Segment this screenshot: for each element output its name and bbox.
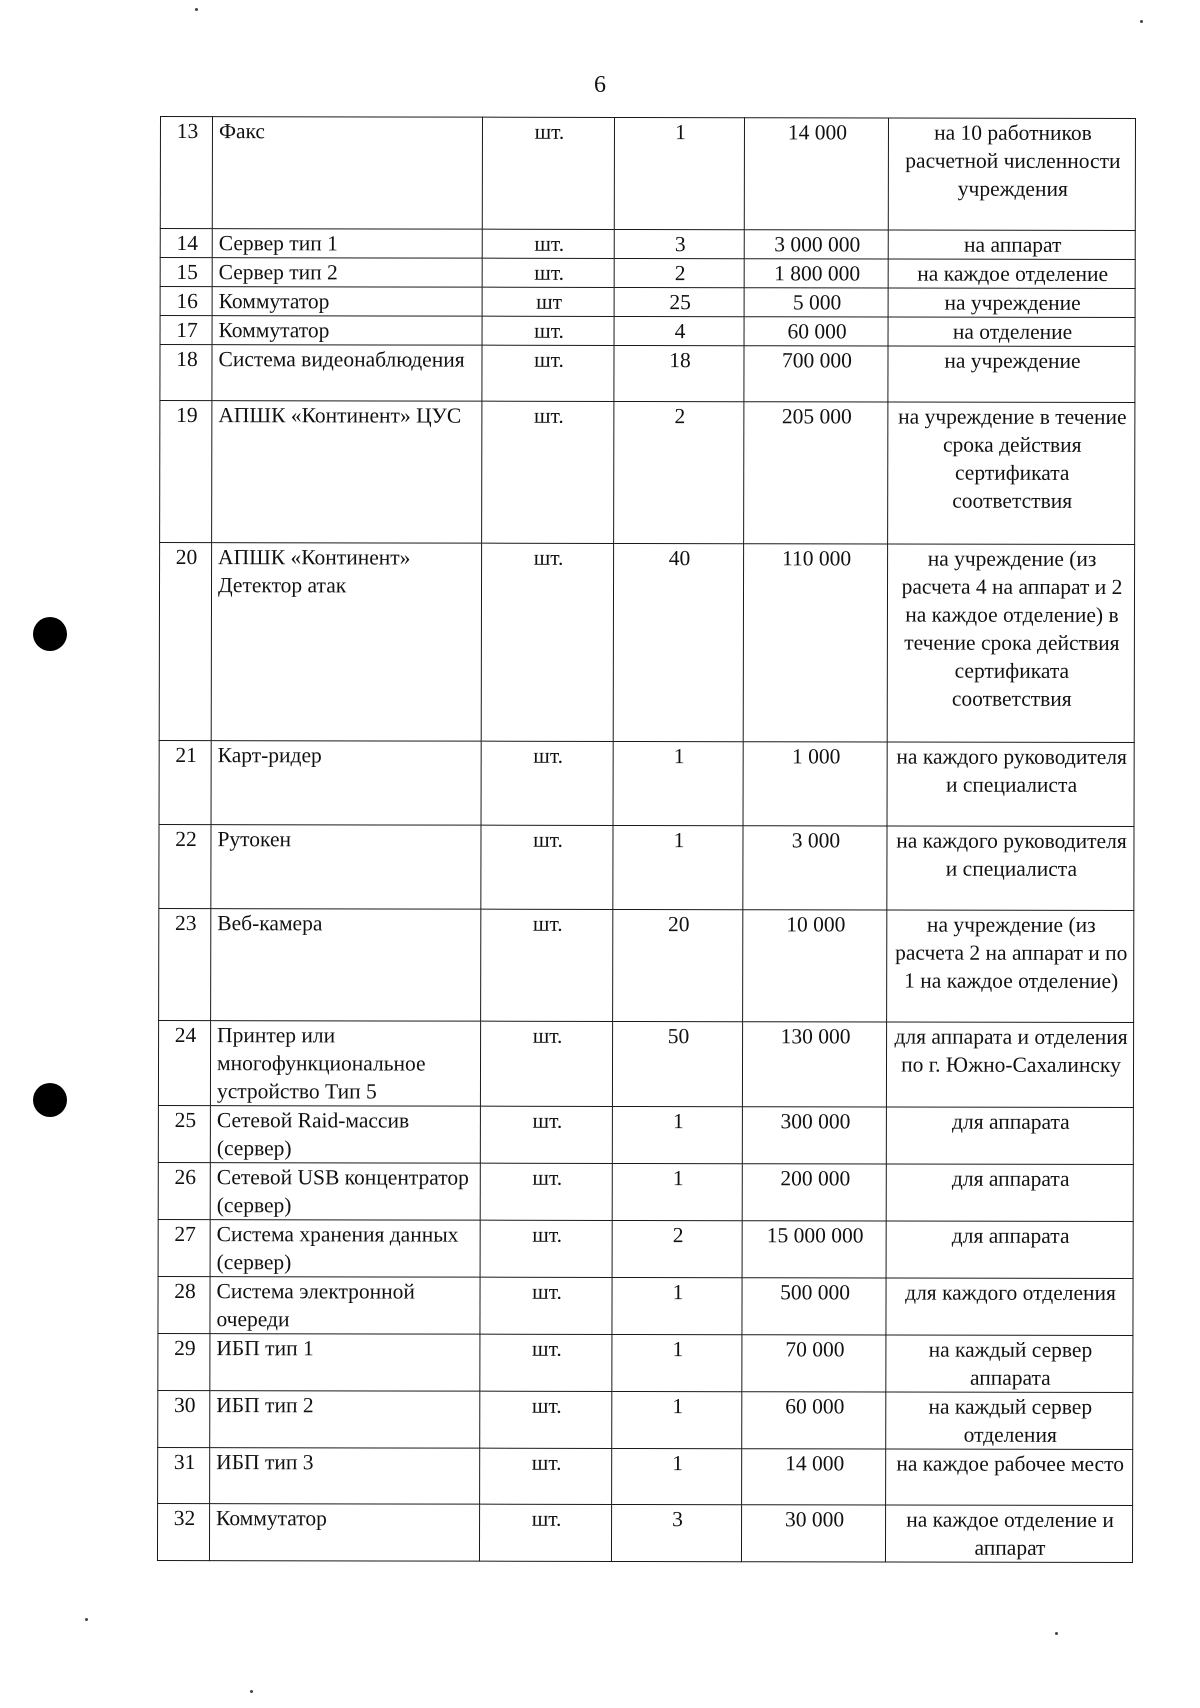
price-cell: 200 000 [742, 1164, 886, 1221]
note-cell: для аппарата [886, 1107, 1133, 1165]
row-number-cell: 26 [158, 1162, 210, 1219]
item-name-cell: Коммутатор [212, 316, 482, 346]
table-row [160, 401, 1135, 545]
item-name-cell: Сервер тип 2 [212, 258, 482, 288]
row-number-cell: 18 [160, 345, 212, 401]
table-row [160, 345, 1135, 403]
unit-cell: шт. [480, 1163, 612, 1220]
row-number-cell: 22 [159, 824, 211, 908]
quantity-cell: 1 [612, 1448, 742, 1504]
quantity-cell: 1 [612, 1163, 742, 1220]
item-name-cell: Сетевой USB концентратор (сервер) [210, 1163, 480, 1221]
table-row [158, 1333, 1133, 1392]
unit-cell: шт. [481, 543, 613, 741]
row-number-cell: 30 [158, 1390, 210, 1447]
row-number-cell: 24 [158, 1020, 210, 1105]
row-number-cell: 15 [160, 258, 212, 287]
scan-speck [1055, 1632, 1058, 1635]
item-name-cell: Коммутатор [212, 287, 482, 317]
quantity-cell: 1 [613, 825, 743, 909]
note-cell: для каждого отделения [886, 1278, 1133, 1336]
unit-cell: шт. [482, 316, 614, 345]
quantity-cell: 2 [614, 401, 744, 543]
item-name-cell: Принтер или многофункциональное устройство Тип 5 [210, 1021, 480, 1107]
item-name-cell: Карт-ридер [211, 741, 481, 826]
price-cell: 10 000 [743, 910, 887, 1022]
table-row [158, 1390, 1133, 1449]
quantity-cell: 40 [613, 543, 743, 741]
item-name-cell: Система хранения данных (сервер) [210, 1220, 480, 1278]
quantity-cell: 4 [614, 316, 744, 345]
price-cell: 1 800 000 [744, 259, 888, 288]
price-cell: 70 000 [742, 1335, 886, 1392]
unit-cell: шт. [481, 909, 613, 1021]
item-name-cell: Коммутатор [209, 1504, 479, 1562]
unit-cell: шт. [481, 825, 613, 909]
item-name-cell: Сетевой Raid-массив (сервер) [210, 1106, 480, 1164]
row-number-cell: 17 [160, 316, 212, 345]
item-name-cell: ИБП тип 2 [210, 1391, 480, 1449]
row-number-cell: 28 [158, 1276, 210, 1333]
quantity-cell: 2 [612, 1220, 742, 1277]
unit-cell: шт. [482, 117, 614, 229]
note-cell: на учреждение (из расчета 4 на аппарат и 2 на каждое отделение) в течение срока действия сертификата соответствия [887, 544, 1134, 743]
unit-cell: шт. [482, 258, 614, 287]
note-cell: на 10 работников расчетной численности учреждения [888, 118, 1135, 231]
row-number-cell: 32 [157, 1503, 209, 1560]
price-cell: 130 000 [742, 1022, 886, 1107]
note-cell: на каждого руководителя и специалиста [887, 826, 1134, 911]
note-cell: на каждое отделение и аппарат [885, 1505, 1132, 1563]
table-row [160, 287, 1135, 318]
punch-hole-upper [33, 617, 67, 651]
unit-cell: шт. [482, 401, 614, 543]
scan-speck [1140, 20, 1143, 23]
item-name-cell: ИБП тип 1 [210, 1334, 480, 1392]
unit-cell: шт [482, 287, 614, 316]
table-row [158, 1162, 1133, 1221]
note-cell: на учреждение (из расчета 2 на аппарат и по 1 на каждое отделение) [887, 910, 1134, 1023]
row-number-cell: 25 [158, 1105, 210, 1162]
table-row [160, 258, 1135, 289]
note-cell: на каждое отделение [888, 259, 1135, 289]
unit-cell: шт. [480, 1220, 612, 1277]
item-name-cell: АПШК «Континент» Детектор атак [211, 543, 481, 742]
unit-cell: шт. [480, 1021, 612, 1106]
unit-cell: шт. [482, 229, 614, 258]
price-cell: 60 000 [744, 317, 888, 346]
scan-speck [250, 1690, 253, 1693]
note-cell: для аппарата и отделения по г. Южно-Сахалинску [886, 1022, 1133, 1108]
page-number: 6 [594, 72, 606, 98]
note-cell: на учреждение [888, 288, 1135, 318]
table-row [158, 1447, 1133, 1505]
table-row [159, 740, 1134, 826]
note-cell: на отделение [888, 317, 1135, 347]
table-row [160, 117, 1135, 231]
price-cell: 5 000 [744, 288, 888, 317]
quantity-cell: 25 [614, 287, 744, 316]
item-name-cell: Веб-камера [211, 909, 481, 1022]
row-number-cell: 16 [160, 287, 212, 316]
table-row [160, 316, 1135, 347]
row-number-cell: 21 [159, 740, 211, 824]
row-number-cell: 13 [160, 117, 212, 229]
note-cell: для аппарата [886, 1221, 1133, 1279]
quantity-cell: 1 [612, 1277, 742, 1334]
quantity-cell: 1 [612, 1334, 742, 1391]
quantity-cell: 1 [613, 741, 743, 825]
price-cell: 110 000 [743, 544, 887, 742]
row-number-cell: 23 [159, 908, 211, 1020]
table-row [158, 1020, 1133, 1107]
table-row [158, 1105, 1133, 1164]
price-cell: 60 000 [742, 1392, 886, 1449]
scan-speck [85, 1618, 88, 1621]
item-name-cell: ИБП тип 3 [210, 1448, 480, 1505]
price-cell: 3 000 000 [744, 230, 888, 259]
table-row [160, 229, 1135, 260]
row-number-cell: 14 [160, 229, 212, 258]
item-name-cell: АПШК «Континент» ЦУС [212, 401, 482, 544]
table-row [159, 824, 1134, 910]
item-name-cell: Факс [212, 117, 482, 230]
row-number-cell: 27 [158, 1219, 210, 1276]
row-number-cell: 19 [160, 401, 212, 543]
item-name-cell: Рутокен [211, 825, 481, 910]
price-cell: 205 000 [744, 402, 888, 544]
equipment-table [157, 116, 1136, 1563]
price-cell: 300 000 [742, 1107, 886, 1164]
price-cell: 14 000 [744, 118, 888, 230]
quantity-cell: 1 [612, 1106, 742, 1163]
price-cell: 1 000 [743, 742, 887, 826]
table-row [157, 1503, 1132, 1562]
unit-cell: шт. [481, 741, 613, 825]
table-body [157, 117, 1135, 1563]
price-cell: 500 000 [742, 1278, 886, 1335]
price-cell: 30 000 [741, 1505, 885, 1562]
quantity-cell: 1 [614, 117, 744, 229]
unit-cell: шт. [480, 1391, 612, 1448]
item-name-cell: Сервер тип 1 [212, 229, 482, 259]
unit-cell: шт. [480, 1106, 612, 1163]
price-cell: 15 000 000 [742, 1221, 886, 1278]
note-cell: на учреждение в течение срока действия сертификата соответствия [888, 402, 1135, 545]
quantity-cell: 3 [611, 1504, 741, 1561]
price-cell: 3 000 [743, 826, 887, 910]
quantity-cell: 50 [612, 1021, 742, 1106]
unit-cell: шт. [482, 345, 614, 401]
note-cell: на каждый сервер аппарата [886, 1335, 1133, 1393]
price-cell: 700 000 [744, 346, 888, 402]
note-cell: на аппарат [888, 230, 1135, 260]
note-cell: на учреждение [888, 346, 1135, 403]
unit-cell: шт. [479, 1504, 611, 1561]
quantity-cell: 1 [612, 1391, 742, 1448]
unit-cell: шт. [480, 1448, 612, 1504]
note-cell: для аппарата [886, 1164, 1133, 1222]
unit-cell: шт. [480, 1277, 612, 1334]
note-cell: на каждое рабочее место [886, 1449, 1133, 1506]
quantity-cell: 20 [613, 909, 743, 1021]
row-number-cell: 29 [158, 1333, 210, 1390]
note-cell: на каждый сервер отделения [886, 1392, 1133, 1450]
item-name-cell: Система электронной очереди [210, 1277, 480, 1335]
punch-hole-lower [33, 1083, 67, 1117]
scan-speck [195, 8, 198, 11]
quantity-cell: 18 [614, 345, 744, 401]
row-number-cell: 20 [159, 543, 211, 741]
unit-cell: шт. [480, 1334, 612, 1391]
row-number-cell: 31 [158, 1447, 210, 1503]
quantity-cell: 2 [614, 258, 744, 287]
table-row [159, 543, 1134, 743]
note-cell: на каждого руководителя и специалиста [887, 742, 1134, 827]
item-name-cell: Система видеонаблюдения [212, 345, 482, 402]
table-row [158, 1219, 1133, 1278]
table-row [158, 1276, 1133, 1335]
price-cell: 14 000 [742, 1449, 886, 1505]
table-row [159, 908, 1134, 1022]
quantity-cell: 3 [614, 229, 744, 258]
